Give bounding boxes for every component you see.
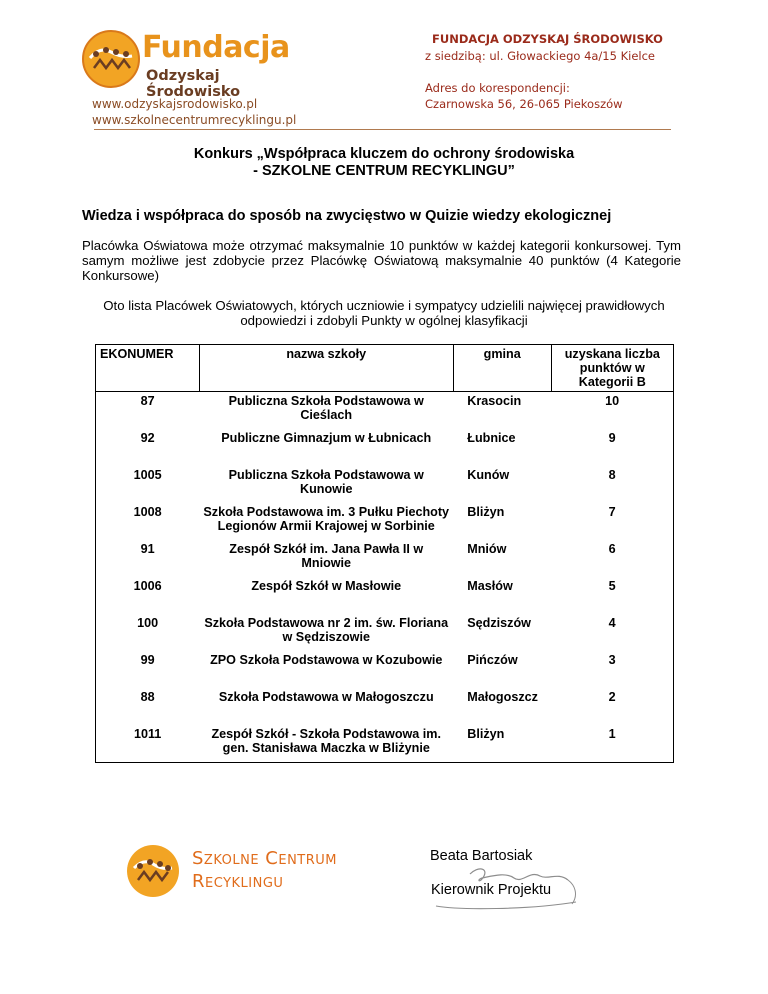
cell-ekonumer: 1006 <box>133 579 162 593</box>
results-table <box>95 344 674 763</box>
column-header-school: nazwa szkoły <box>199 345 453 392</box>
table-row <box>96 540 674 577</box>
cell-school-name: Zespół Szkół - Szkoła Podstawowa im. gen. Stanisława Maczka w Bliżynie <box>211 727 442 755</box>
cell-points: 5 <box>608 579 616 593</box>
table-row <box>96 429 674 466</box>
cell-municipality: Pińczów <box>467 653 518 667</box>
logo-line1: Szkolne Centrum <box>192 848 337 869</box>
cell-school-name: Zespół Szkół w Masłowie <box>251 579 402 593</box>
cell-points: 3 <box>608 653 616 667</box>
cell-school-name: Publiczna Szkoła Podstawowa w Kunowie <box>228 468 424 496</box>
cell-points: 1 <box>608 727 616 741</box>
cell-ekonumer: 92 <box>140 431 155 445</box>
cell-municipality: Małogoszcz <box>467 690 538 704</box>
signer-role: Kierownik Projektu <box>431 882 552 898</box>
cell-school-name: Szkoła Podstawowa nr 2 im. św. Floriana w Sędziszowie <box>204 616 449 644</box>
website-link[interactable]: www.szkolnecentrumrecyklingu.pl <box>92 113 297 127</box>
cell-municipality: Sędziszów <box>467 616 531 630</box>
cell-municipality: Mniów <box>467 542 507 556</box>
table-row <box>96 688 674 725</box>
cell-ekonumer: 91 <box>140 542 155 556</box>
logo-subtitle: Odzyskaj Środowisko <box>146 68 241 100</box>
cell-points: 4 <box>608 616 616 630</box>
cell-school-name: Szkoła Podstawowa im. 3 Pułku Piechoty Legionów Armii Krajowej w Sorbinie <box>203 505 450 533</box>
table-row <box>96 392 674 430</box>
cell-ekonumer: 1011 <box>133 727 162 741</box>
cell-school-name: Zespół Szkół im. Jana Pawła II w Mniowie <box>229 542 424 570</box>
column-header-points: uzyskana liczba punktów w Kategorii B <box>551 345 673 392</box>
cell-municipality: Krasocin <box>467 394 522 408</box>
cell-ekonumer: 1008 <box>133 505 162 519</box>
cell-municipality: Kunów <box>467 468 510 482</box>
cell-ekonumer: 100 <box>137 616 159 630</box>
globe-people-icon <box>80 28 142 90</box>
cell-municipality: Bliżyn <box>467 727 505 741</box>
cell-points: 8 <box>608 468 616 482</box>
signer-name: Beata Bartosiak <box>430 848 533 864</box>
cell-points: 10 <box>605 394 620 408</box>
header-divider <box>94 129 671 130</box>
table-row <box>96 503 674 540</box>
intro-paragraph: Placówka Oświatowa może otrzymać maksymalnie 10 punktów w każdej kategorii konkursowej. Tym samym możliwe jest zdobycie przez Placówkę Oświatową maksymalnie 40 punktów (4 Kategorie Konkursowe) <box>82 238 681 283</box>
organization-seat: z siedzibą: ul. Głowackiego 4a/15 Kielce <box>425 49 655 63</box>
cell-ekonumer: 99 <box>140 653 155 667</box>
logo-word: Fundacja <box>142 30 290 65</box>
table-row <box>96 614 674 651</box>
cell-school-name: ZPO Szkoła Podstawowa w Kozubowie <box>210 653 443 667</box>
table-row <box>96 651 674 688</box>
recycling-globe-icon <box>122 842 184 900</box>
table-row <box>96 577 674 614</box>
foundation-logo <box>80 24 310 100</box>
logo-line2: Recyklingu <box>192 871 284 892</box>
cell-ekonumer: 88 <box>140 690 155 704</box>
table-row <box>96 725 674 763</box>
section-heading: Wiedza i współpraca do sposób na zwycięstwo w Quizie wiedzy ekologicznej <box>82 208 612 224</box>
cell-points: 2 <box>608 690 616 704</box>
cell-points: 9 <box>608 431 616 445</box>
cell-ekonumer: 87 <box>140 394 155 408</box>
table-header-row <box>96 345 674 392</box>
cell-ekonumer: 1005 <box>133 468 162 482</box>
cell-school-name: Publiczna Szkoła Podstawowa w Cieślach <box>228 394 424 422</box>
website-link[interactable]: www.odzyskajsrodowisko.pl <box>92 97 258 111</box>
correspondence-label: Adres do korespondencji: <box>425 81 570 95</box>
cell-municipality: Bliżyn <box>467 505 505 519</box>
cell-municipality: Masłów <box>467 579 513 593</box>
correspondence-address: Czarnowska 56, 26-065 Piekoszów <box>425 97 623 111</box>
contest-title-line1: Konkurs „Współpraca kluczem do ochrony środowiska <box>193 146 575 162</box>
list-intro: Oto lista Placówek Oświatowych, których uczniowie i sympatycy udzielili najwięcej prawidłowych odpowiedzi i zdobyli Punkty w ogólnej klasyfikacji <box>103 298 665 328</box>
table-row <box>96 466 674 503</box>
cell-points: 6 <box>608 542 616 556</box>
contest-title-line2: - SZKOLNE CENTRUM RECYKLINGU” <box>253 163 515 179</box>
column-header-municipality: gmina <box>453 345 551 392</box>
cell-school-name: Publiczne Gimnazjum w Łubnicach <box>221 431 432 445</box>
cell-points: 7 <box>608 505 616 519</box>
column-header-ekonumer: EKONUMER <box>96 345 200 392</box>
cell-municipality: Łubnice <box>467 431 516 445</box>
cell-school-name: Szkoła Podstawowa w Małogoszczu <box>218 690 434 704</box>
organization-name: FUNDACJA ODZYSKAJ ŚRODOWISKO <box>432 32 663 46</box>
recycling-center-logo <box>122 842 352 902</box>
